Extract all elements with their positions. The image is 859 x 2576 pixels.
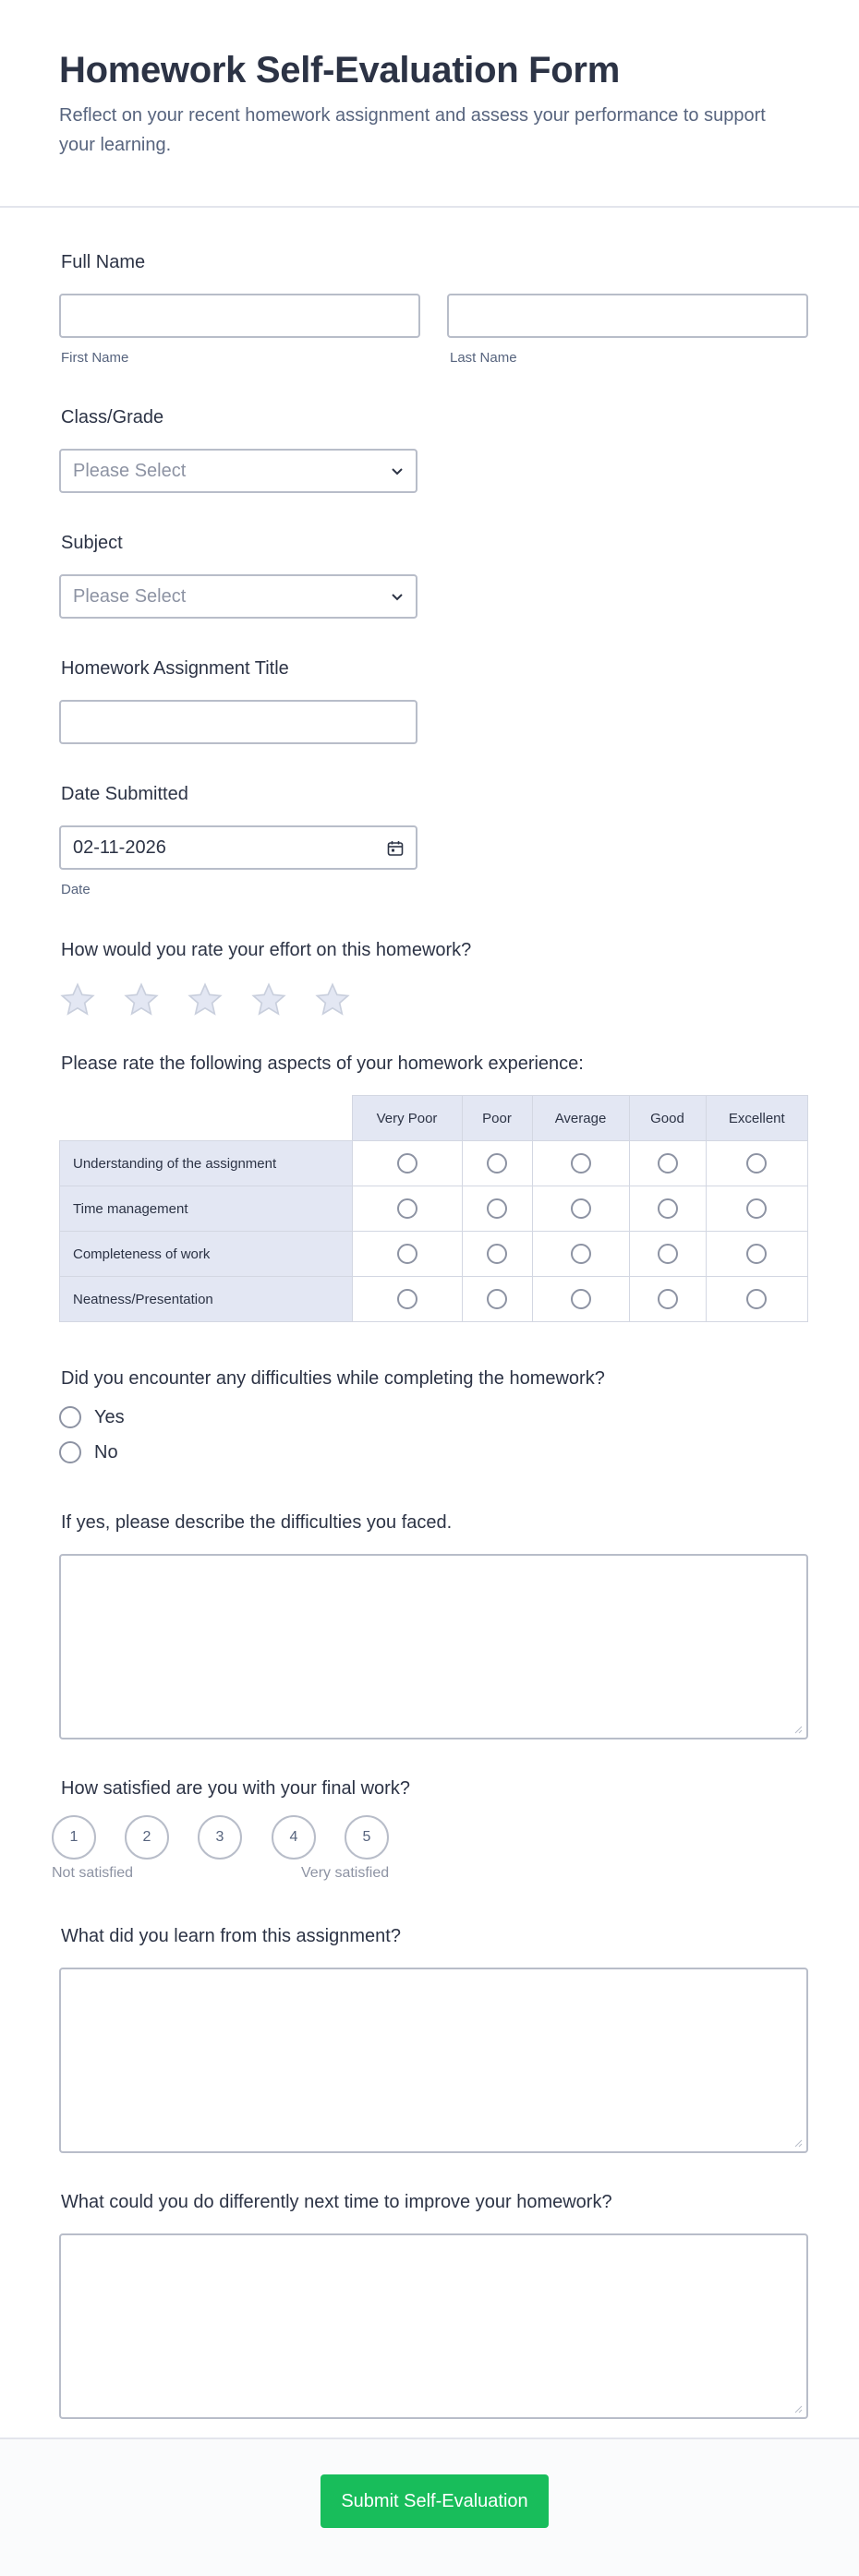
date-value: 02-11-2026 <box>73 837 166 858</box>
subject-placeholder: Please Select <box>73 586 187 607</box>
effort-label: How would you rate your effort on this homework? <box>61 940 472 960</box>
star-icon[interactable] <box>59 981 96 1018</box>
matrix-row <box>60 1141 808 1186</box>
matrix-col-header: Good <box>629 1096 706 1141</box>
class-grade-select[interactable] <box>59 449 417 493</box>
date-input[interactable] <box>59 825 417 870</box>
improve-textarea[interactable] <box>59 2233 808 2419</box>
matrix-radio[interactable] <box>746 1289 767 1309</box>
matrix-radio[interactable] <box>658 1198 678 1219</box>
matrix-radio[interactable] <box>487 1153 507 1174</box>
form-footer <box>0 2438 859 2576</box>
resize-handle-icon[interactable] <box>793 2138 803 2148</box>
matrix-radio[interactable] <box>487 1198 507 1219</box>
last-name-input[interactable] <box>447 294 808 338</box>
radio-yes-label: Yes <box>94 1407 125 1427</box>
matrix-row <box>60 1232 808 1277</box>
first-name-sublabel: First Name <box>61 350 129 366</box>
describe-textarea[interactable] <box>59 1554 808 1739</box>
chevron-down-icon <box>390 589 405 604</box>
radio-no[interactable] <box>59 1441 81 1463</box>
matrix-radio[interactable] <box>658 1153 678 1174</box>
submit-button[interactable]: Submit Self-Evaluation <box>321 2474 549 2528</box>
subject-select[interactable] <box>59 574 417 619</box>
matrix-row-label: Understanding of the assignment <box>60 1141 353 1186</box>
learned-label: What did you learn from this assignment? <box>61 1926 401 1946</box>
matrix-row <box>60 1186 808 1232</box>
star-icon[interactable] <box>250 981 287 1018</box>
matrix-row-label: Time management <box>60 1186 353 1232</box>
last-name-sublabel: Last Name <box>450 350 517 366</box>
learned-textarea[interactable] <box>59 1968 808 2153</box>
matrix-radio[interactable] <box>487 1289 507 1309</box>
form-header <box>0 0 859 208</box>
improve-label: What could you do differently next time to improve your homework? <box>61 2192 612 2212</box>
class-grade-label: Class/Grade <box>61 407 164 427</box>
star-icon[interactable] <box>123 981 160 1018</box>
star-icon[interactable] <box>314 981 351 1018</box>
radio-yes[interactable] <box>59 1406 81 1428</box>
satisfaction-label: How satisfied are you with your final work? <box>61 1778 410 1799</box>
scale-option-1[interactable]: 1 <box>52 1815 96 1860</box>
matrix-radio[interactable] <box>397 1289 417 1309</box>
scale-option-4[interactable]: 4 <box>272 1815 316 1860</box>
calendar-icon[interactable] <box>386 839 405 858</box>
scale-low-label: Not satisfied <box>52 1865 134 1881</box>
class-grade-placeholder: Please Select <box>73 461 187 481</box>
resize-handle-icon[interactable] <box>793 1725 803 1734</box>
form-subtitle: Reflect on your recent homework assignment and assess your performance to support your learning. <box>59 105 766 155</box>
assignment-title-label: Homework Assignment Title <box>61 658 289 679</box>
date-submitted-label: Date Submitted <box>61 784 188 804</box>
matrix-radio[interactable] <box>746 1153 767 1174</box>
form-title: Homework Self-Evaluation Form <box>59 50 620 90</box>
matrix-label: Please rate the following aspects of your homework experience: <box>61 1053 584 1074</box>
matrix-radio[interactable] <box>746 1198 767 1219</box>
matrix-col-header: Excellent <box>706 1096 808 1141</box>
matrix-col-header: Poor <box>462 1096 532 1141</box>
matrix-radio[interactable] <box>397 1153 417 1174</box>
date-sublabel: Date <box>61 882 91 897</box>
difficulties-label: Did you encounter any difficulties while completing the homework? <box>61 1368 605 1389</box>
star-icon[interactable] <box>187 981 224 1018</box>
scale-high-label: Very satisfied <box>301 1865 390 1881</box>
matrix-row-label: Completeness of work <box>60 1232 353 1277</box>
matrix-col-header: Very Poor <box>352 1096 462 1141</box>
matrix-radio[interactable] <box>397 1244 417 1264</box>
matrix-row-label: Neatness/Presentation <box>60 1277 353 1322</box>
scale-option-2[interactable]: 2 <box>125 1815 169 1860</box>
radio-no-label: No <box>94 1442 118 1463</box>
matrix-radio[interactable] <box>746 1244 767 1264</box>
chevron-down-icon <box>390 463 405 478</box>
matrix-radio[interactable] <box>571 1198 591 1219</box>
matrix-radio[interactable] <box>397 1198 417 1219</box>
matrix-col-header: Average <box>532 1096 629 1141</box>
matrix-row <box>60 1277 808 1322</box>
scale-option-3[interactable]: 3 <box>198 1815 242 1860</box>
resize-handle-icon[interactable] <box>793 2404 803 2413</box>
assignment-title-input[interactable] <box>59 700 417 744</box>
matrix-radio[interactable] <box>658 1244 678 1264</box>
matrix-radio[interactable] <box>571 1153 591 1174</box>
full-name-label: Full Name <box>61 252 146 272</box>
first-name-input[interactable] <box>59 294 420 338</box>
describe-label: If yes, please describe the difficulties you faced. <box>61 1512 453 1533</box>
matrix-radio[interactable] <box>571 1289 591 1309</box>
matrix-radio[interactable] <box>487 1244 507 1264</box>
rating-matrix <box>59 1095 808 1322</box>
matrix-radio[interactable] <box>571 1244 591 1264</box>
matrix-radio[interactable] <box>658 1289 678 1309</box>
subject-label: Subject <box>61 533 123 553</box>
scale-option-5[interactable]: 5 <box>345 1815 389 1860</box>
